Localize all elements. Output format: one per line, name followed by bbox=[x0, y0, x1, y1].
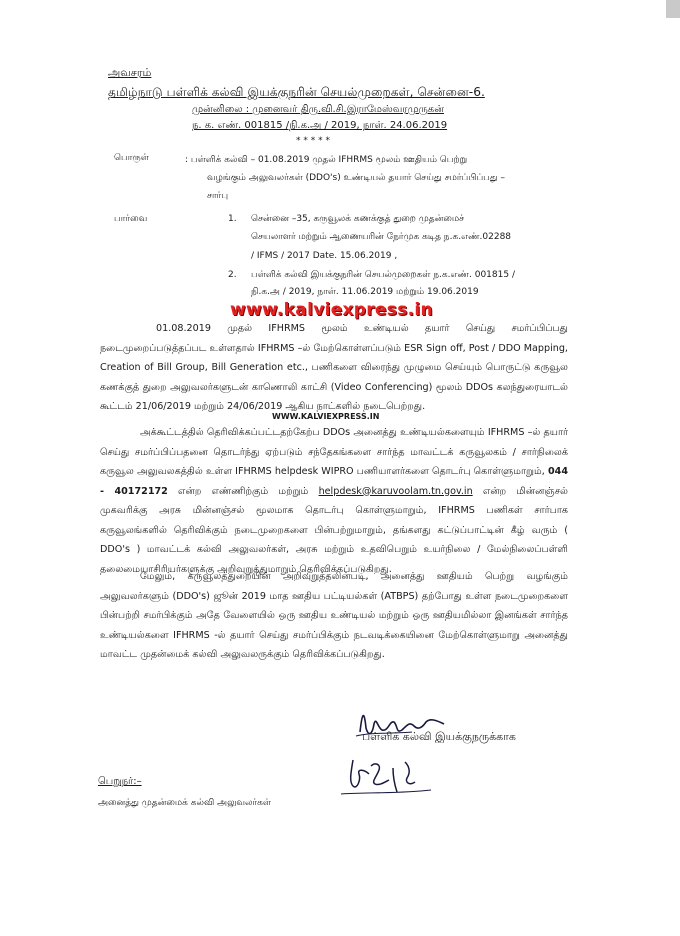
body-paragraph-2-part-b: என்ற எண்ணிற்கும் மற்றும் bbox=[178, 485, 309, 497]
separator-stars: * * * * * bbox=[296, 136, 330, 146]
body-paragraph-2-part-c: என்ற மின்னஞ்சல் முகவரிக்கு அரசு மின்னஞ்சல் மூலமாக தொடர்பு கொள்ளுமாறும், IFHRMS பணிகள் சார்பாக கருவூலங்களில் தெரிவிக்கும் நடைமுறைகளை பின்பற்றுமாறும், தங்களது கட்டுப்பாட்டின் கீழ் வரும் ( DDO's ) மாவட்டக் கல்வி அலுவலர்கள், அரசு மற்றும் உதவிபெறும் உயர்நிலை / மேல்நிலைப்பள்ளி தலைமையாசிரியர்களுக்கு அறிவுறுத்துமாறும் தெரிவிக்கப்படுகிறது. bbox=[100, 485, 568, 575]
reference-item-1-line-3: / IFMS / 2017 Date. 15.06.2019 , bbox=[251, 251, 398, 261]
subject-line-2: வழங்கும் அலுவலர்கள் (DDO's) உண்டியல் தயார் செய்து சமர்ப்பிப்பது – bbox=[207, 173, 506, 183]
reference-item-1-line-1: சென்னை –35, கருவூலக் கணக்குத் துறை முதன்மைச் bbox=[251, 214, 465, 224]
recipient-label: பெறுநர்:– bbox=[98, 776, 142, 787]
body-paragraph-2-part-a: அக்கூட்டத்தில் தெரிவிக்கப்பட்டதற்கேற்ப DDOs அனைத்து உண்டியல்களையும் IFHRMS –ல் தயார் செய்து சமர்ப்பிப்பதனை தொடர்ந்து ஏற்படும் சந்தேகங்களை சார்ந்த மாவட்டக் கருவூலகம் / சார்நிலைக் கருவூல அலுவலகத்தில் உள்ள IFHRMS helpdesk WIPRO பணியாளர்களை தொடர்பு கொள்ளுமாறும், bbox=[100, 427, 568, 477]
urgent-label: அவசரம் bbox=[108, 66, 152, 79]
signatory-designation: பள்ளிக் கல்வி இயக்குநருக்காக bbox=[362, 730, 516, 743]
office-title: தமிழ்நாடு பள்ளிக் கல்வி இயக்குநரின் செயல்முறைகள், சென்னை-6. bbox=[108, 85, 485, 99]
reference-item-2-number: 2. bbox=[228, 270, 237, 280]
reference-number: ந. க. எண். 001815 /நி.க.அ / 2019, நாள். 24.06.2019 bbox=[192, 120, 448, 131]
subject-line-1: : பள்ளிக் கல்வி – 01.08.2019 முதல் IFHRMS மூலம் ஊதியம் பெற்று bbox=[185, 155, 468, 165]
reference-item-2-line-1: பள்ளிக் கல்வி இயக்குநரின் செயல்முறைகள் ந.க.எண். 001815 / bbox=[251, 270, 515, 280]
scan-corner-mark bbox=[666, 0, 680, 18]
recipient-value: அனைத்து முதன்மைக் கல்வி அலுவலர்கள் bbox=[98, 798, 271, 808]
helpdesk-phone: 044 - 40172172 bbox=[100, 466, 568, 497]
subject-line-3: சார்பு bbox=[207, 191, 229, 201]
helpdesk-email-link[interactable]: helpdesk@karuvoolam.tn.gov.in bbox=[318, 485, 473, 497]
watermark-main: www.kalviexpress.in bbox=[230, 300, 433, 320]
watermark-small: WWW.KALVIEXPRESS.IN bbox=[272, 412, 380, 421]
reference-item-1-line-2: செயலாளர் மற்றும் ஆணையரின் நேர்முக கடித ந.க.எண்.02288 bbox=[251, 232, 512, 242]
reference-item-2-line-2: நி.க.அ / 2019, நாள். 11.06.2019 மற்றும் 19.06.2019 bbox=[251, 287, 479, 297]
body-paragraph-1: 01.08.2019 முதல் IFHRMS மூலம் உண்டியல் தயார் செய்து சமர்ப்பிப்பது நடைமுறைப்படுத்தப்பட உள்ளதால் IFHRMS –ல் மேற்கொள்ளப்படும் ESR Sign off, Post / DDO Mapping, Creation of Bill Group, Bill Generation etc., பணிகளை விரைந்து முழுமை செய்யும் பொருட்டு கருவூல கணக்குத் துறை அலுவலர்களுடன் காணொலி காட்சி (Video Conferencing) மூலம் DDOs கலந்துரையாடல் கூட்டம் 21/06/2019 மற்றும் 24/06/2019 ஆகிய நாட்களில் நடைபெற்றது. bbox=[100, 323, 568, 412]
body-paragraph-2 bbox=[100, 423, 568, 579]
initials-scribble-image bbox=[335, 752, 445, 802]
reference-label: பார்வை bbox=[114, 214, 148, 224]
presence-line: முன்னிலை : முனைவர் திரு.வி.சி.இராமேஸ்வரமுருகன் bbox=[192, 104, 444, 115]
reference-item-1-number: 1. bbox=[228, 214, 237, 224]
subject-label: பொருள் bbox=[114, 153, 149, 163]
body-paragraph-3: மேலும், கருவூலத்துறையின் அறிவுறுத்தலின்படி, அனைத்து ஊதியம் பெற்று வழங்கும் அலுவலர்களும் (DDO's) ஜூன் 2019 மாத ஊதிய பட்டியல்கள் (ATBPS) தற்போது உள்ள நடைமுறைகளை பின்பற்றி சமர்பிக்கும் அதே வேளையில் ஒரு ஊதிய உண்டியல் மற்றும் ஒரு ஊதியமில்லா இனங்கள் சார்ந்த உண்டியல்களை IFHRMS -ல் தயார் செய்து சமர்ப்பிக்கும் நடவடிக்கையினை மேற்கொள்ளுமாறு அனைத்து மாவட்ட முதன்மைக் கல்வி அலுவலருக்கும் தெரிவிக்கப்படுகிறது. bbox=[100, 571, 568, 660]
